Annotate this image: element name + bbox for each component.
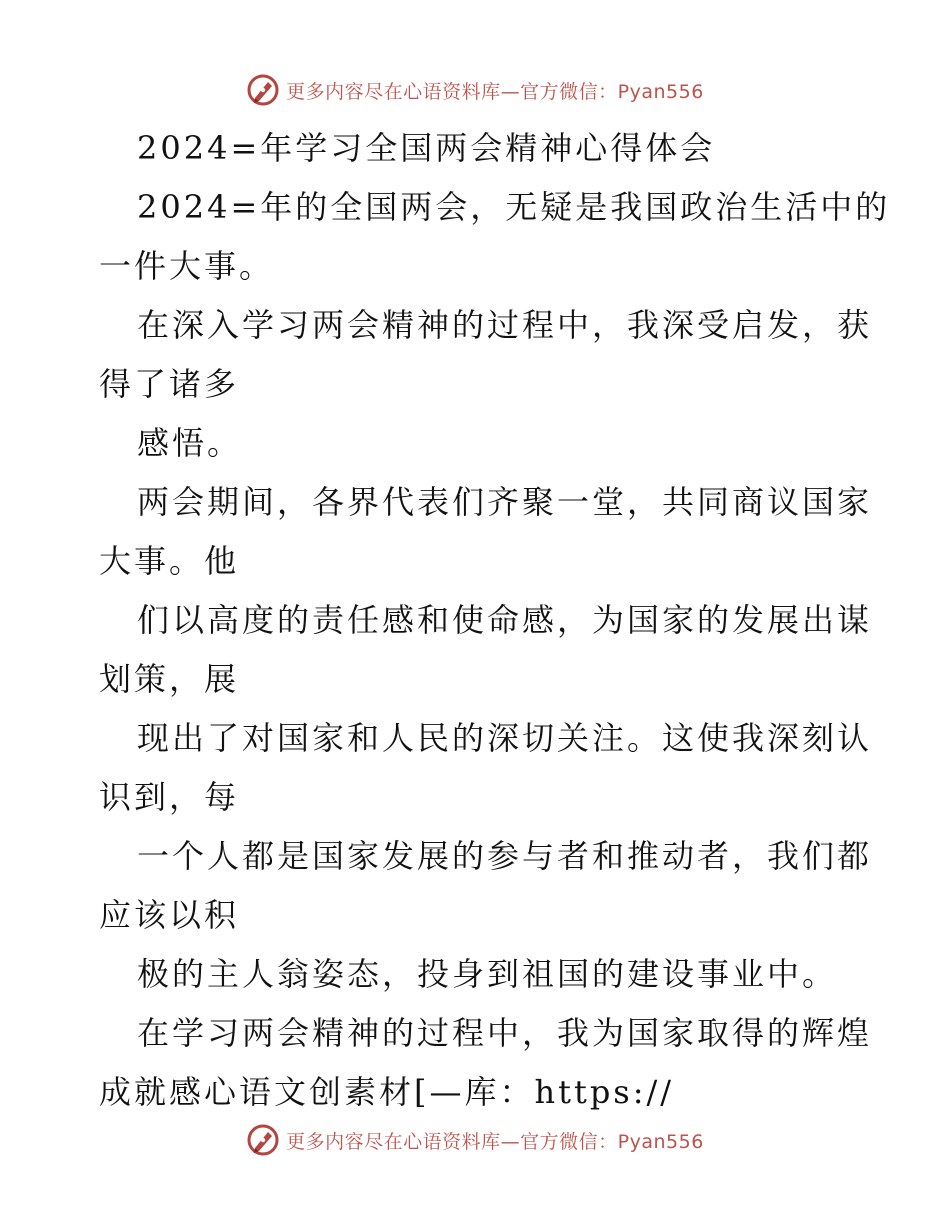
header-banner-content xyxy=(246,73,704,107)
paragraph-line: 2024=年的全国两会，无疑是我国政治生活中的 xyxy=(137,188,891,226)
paragraph-line: 划策，展 xyxy=(99,660,240,698)
footer-banner-text: 更多内容尽在心语资料库—官方微信：Pyan556 xyxy=(286,1130,704,1153)
paragraph-line: 在深入学习两会精神的过程中，我深受启发，获 xyxy=(137,306,873,344)
paragraph-line: 现出了对国家和人民的深切关注。这使我深刻认 xyxy=(137,719,873,757)
pen-logo-icon xyxy=(246,1123,280,1157)
paragraph-line: 极的主人翁姿态，投身到祖国的建设事业中。 xyxy=(137,955,838,993)
header-banner-text: 更多内容尽在心语资料库—官方微信：Pyan556 xyxy=(286,80,704,103)
paragraph-line: 两会期间，各界代表们齐聚一堂，共同商议国家 xyxy=(137,483,873,521)
paragraph-line: 一个人都是国家发展的参与者和推动者，我们都 xyxy=(137,837,873,875)
paragraph-line: 在学习两会精神的过程中，我为国家取得的辉煌 xyxy=(137,1014,873,1052)
pen-logo-icon xyxy=(246,73,280,107)
paragraph-line: 大事。他 xyxy=(99,542,240,580)
document-title: 2024=年学习全国两会精神心得体会 xyxy=(137,129,716,167)
footer-banner-content xyxy=(246,1123,704,1157)
header-banner xyxy=(0,70,950,110)
paragraph-line: 一件大事。 xyxy=(99,247,275,285)
paragraph-line: 们以高度的责任感和使命感，为国家的发展出谋 xyxy=(137,601,873,639)
paragraph-line: 应该以积 xyxy=(99,896,240,934)
paragraph-line: 感悟。 xyxy=(137,424,243,462)
paragraph-line: 成就感心语文创素材[—库：https:// xyxy=(99,1073,675,1111)
paragraph-line: 得了诸多 xyxy=(99,365,240,403)
footer-banner xyxy=(0,1120,950,1160)
paragraph-line: 识到，每 xyxy=(99,778,240,816)
